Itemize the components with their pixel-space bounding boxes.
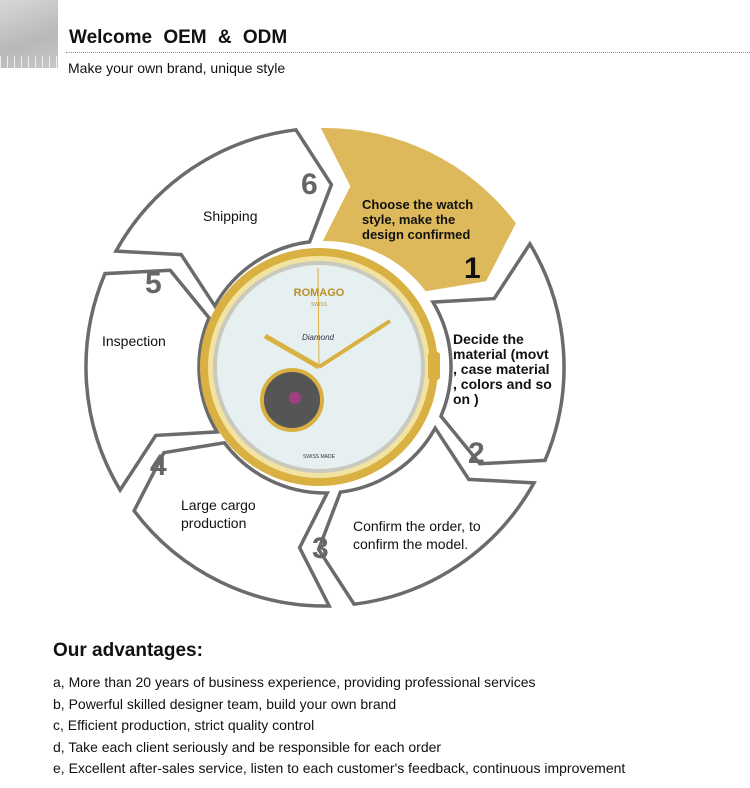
step-3-label: Confirm the order, to confirm the model.: [353, 518, 481, 552]
step-4-number: 4: [150, 449, 167, 482]
advantages-list: [53, 672, 625, 780]
step-6-label: Shipping: [203, 208, 258, 224]
step-1-label: Choose the watch style, make the design confirmed: [362, 197, 474, 242]
page-subtitle: Make your own brand, unique style: [68, 60, 286, 76]
page-title: Welcome OEM & ODM: [69, 27, 288, 48]
watch-dial-text: SWISS MADE: [303, 454, 335, 460]
watch-brand: ROMAGO: [293, 287, 345, 299]
watch-image: [200, 248, 440, 486]
watch-model: Diamond: [301, 333, 335, 342]
step-5-number: 5: [145, 267, 162, 300]
advantage-item: e, Excellent after-sales service, listen to each customer's feedback, continuous improvement: [53, 760, 626, 776]
step-6-number: 6: [301, 168, 318, 201]
step-2-label: Decide the material (movt , case material , colors and so on ): [453, 331, 552, 407]
step-2-number: 2: [468, 437, 485, 470]
advantage-item: a, More than 20 years of business experience, providing professional services: [53, 674, 536, 690]
advantages-heading: Our advantages:: [53, 640, 203, 661]
advantage-item: d, Take each client seriously and be responsible for each order: [53, 738, 442, 755]
advantage-item: b, Powerful skilled designer team, build your own brand: [53, 695, 397, 712]
step-1-number: 1: [464, 252, 481, 285]
step-5-label: Inspection: [102, 333, 166, 349]
step-4-label: Large cargo production: [181, 497, 256, 531]
step-3-number: 3: [312, 532, 329, 565]
watch-brand-sub: SWISS: [310, 302, 328, 308]
advantage-item: c, Efficient production, strict quality control: [53, 717, 315, 733]
